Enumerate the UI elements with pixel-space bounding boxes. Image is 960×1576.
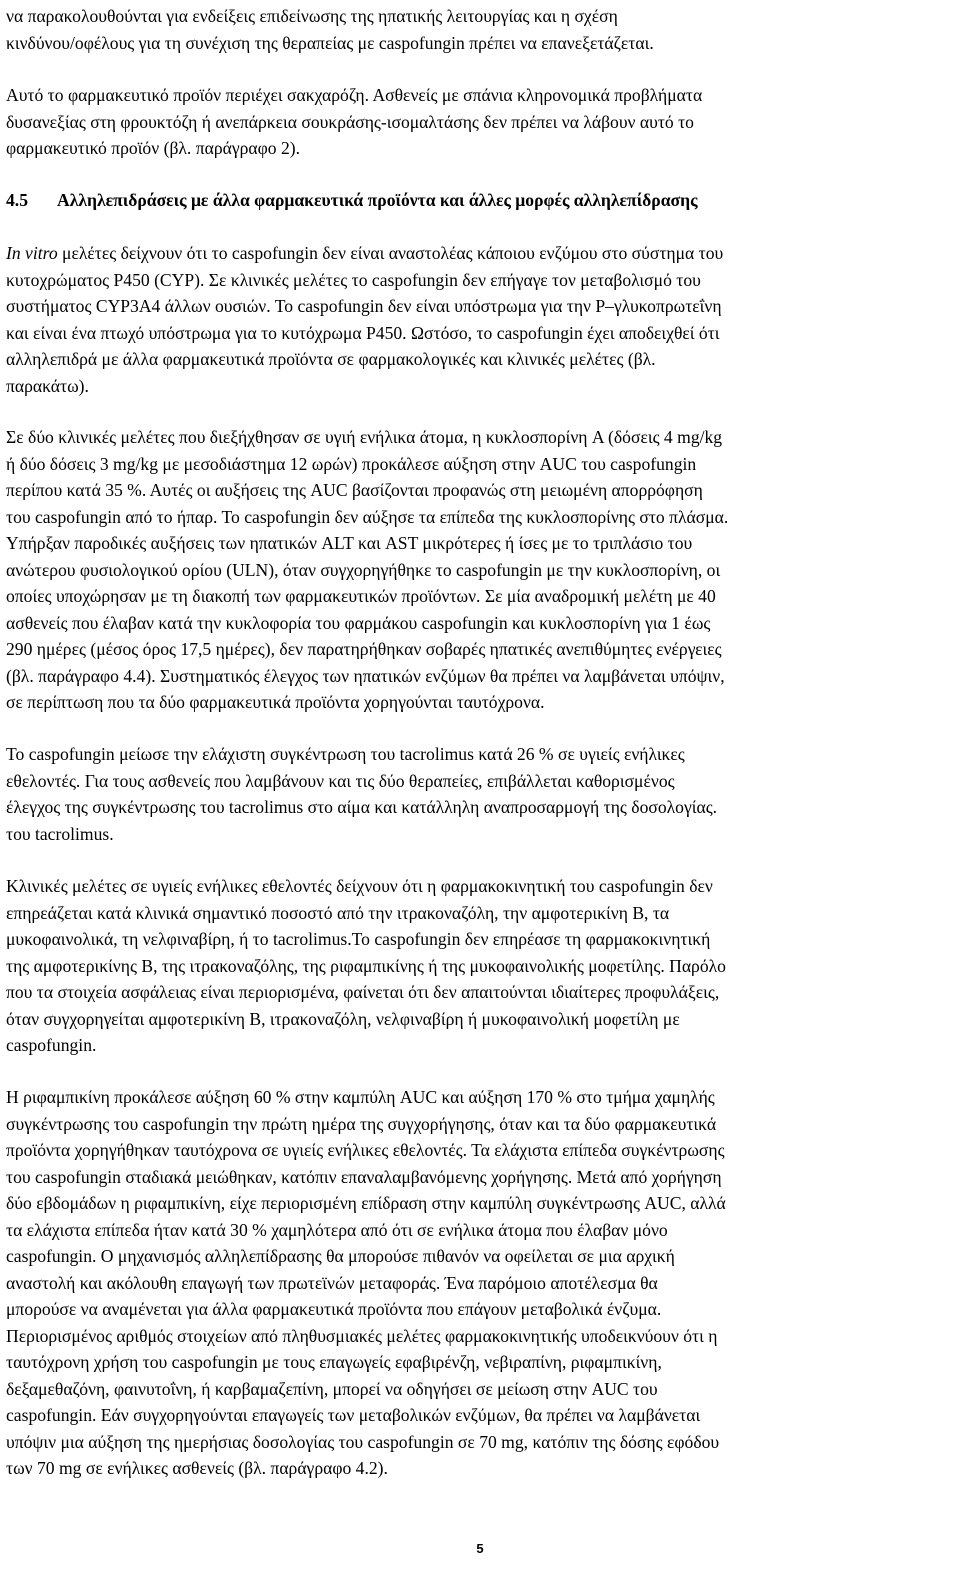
text-line: οποίες υποχώρησαν με τη διακοπή των φαρμακευτικών προϊόντων. Σε μία αναδρομική μελέτη με 40 (6, 586, 716, 606)
text-line: εθελοντές. Για τους ασθενείς που λαμβάνουν και τις δύο θεραπείες, επιβάλλεται καθορισμένος (6, 770, 675, 791)
text-line: σε περίπτωση που τα δύο φαρμακευτικά προϊόντα χορηγούνται ταυτόχρονα. (6, 692, 545, 712)
text-line: μπορούσε να αναμένεται για άλλα φαρμακευτικά προϊόντα που επάγουν μεταβολικά ένζυμα. (6, 1299, 662, 1319)
paragraph-sucrose-warning (6, 82, 702, 162)
text-line: Υπήρξαν παροδικές αυξήσεις των ηπατικών ALT και AST μικρότερες ή ίσες με το τριπλάσιο του (6, 533, 693, 553)
text-line: φαρμακευτικό προϊόν (βλ. παράγραφο 2). (6, 138, 300, 158)
section-number: 4.5 (6, 190, 28, 210)
text-line: του tacrolimus. (6, 823, 114, 844)
text-line: caspofungin. Εάν συγχορηγούνται επαγωγείς των μεταβολικών ενζύμων, θα πρέπει να λαμβάνεται (6, 1405, 701, 1425)
text-line: τα ελάχιστα επίπεδα ήταν κατά 30 % χαμηλότερα από ότι σε ενήλικα άτομα που έλαβαν μόνο (6, 1219, 668, 1240)
text-line: επηρεάζεται κατά κλινικά σημαντικό ποσοστό από την ιτρακοναζόλη, την αμφοτερικίνη B, τα (6, 902, 670, 923)
text-line: υπόψιν μια αύξηση της ημερήσιας δοσολογίας του caspofungin σε 70 mg, κατόπιν της δόσης εφόδου (6, 1431, 720, 1452)
text-line: παρακάτω). (6, 375, 89, 396)
text-line: Το caspofungin μείωσε την ελάχιστη συγκέντρωση του tacrolimus κατά 26 % σε υγιείς ενήλικες (6, 744, 685, 764)
text-line: αναστολή και ακόλουθη επαγωγή των πρωτεϊνών μεταφοράς. Ένα παρόμοιο αποτέλεσμα θα (6, 1272, 658, 1293)
text-line: της αμφοτερικίνης B, της ιτρακοναζόλης, της ριφαμπικίνης ή της μυκοφαινολικής μοφετίλης. Παρόλο (6, 955, 726, 976)
text-line: προϊόντα χορηγήθηκαν ταυτόχρονα σε υγιείς ενήλικες εθελοντές. Τα ελάχιστα επίπεδα συγκέντρωσης (6, 1140, 725, 1160)
text-line: δεξαμεθαζόνη, φαινυτοΐνη, ή καρβαμαζεπίνη, μπορεί να οδηγήσει σε μείωση στην AUC του (6, 1378, 658, 1399)
paragraph-itraconazole (6, 873, 726, 1059)
text-line: Αυτό το φαρμακευτικό προϊόν περιέχει σακχαρόζη. Ασθενείς με σπάνια κληρονομικά προβλήματα (6, 85, 703, 105)
paragraph-cyclosporine (6, 424, 728, 716)
text-line: αλληλεπιδρά με άλλα φαρμακευτικά προϊόντα σε φαρμακολογικές και κλινικές μελέτες (βλ. (6, 349, 656, 369)
paragraph-tacrolimus (6, 741, 717, 847)
text-line: που τα στοιχεία ασφάλειας είναι περιορισμένα, φαίνεται ότι δεν απαιτούνται ιδιαίτερες προφυλάξεις, (6, 982, 720, 1002)
text-line: συστήματος CYP3A4 άλλων ουσιών. Το caspofungin δεν είναι υπόστρωμα για την P–γλυκοπρωτεΐνη (6, 296, 722, 316)
text-line: του caspofungin από το ήπαρ. Το caspofungin δεν αύξησε τα επίπεδα της κυκλοσπορίνης στο πλάσμα. (6, 506, 729, 527)
text-line: 290 ημέρες (μέσος όρος 17,5 ημέρες), δεν παρατηρήθηκαν σοβαρές ηπατικές ανεπιθύμητες ενέργειες (6, 639, 722, 659)
text-line: να παρακολουθούνται για ενδείξεις επιδείνωσης της ηπατικής λειτουργίας και η σχέση (6, 6, 618, 26)
text-line: ταυτόχρονη χρήση του caspofungin με τους επαγωγείς εφαβιρένζη, νεβιραπίνη, ριφαμπικίνη, (6, 1352, 662, 1372)
text-line: κινδύνου/οφέλους για τη συνέχιση της θεραπείας με caspofungin πρέπει να επανεξετάζεται. (6, 32, 654, 53)
text-line: συγκέντρωσης του caspofungin την πρώτη ημέρα της συγχορήγησης, όταν και τα δύο φαρμακευτικά (6, 1113, 717, 1134)
text-line: και είναι ένα πτωχό υπόστρωμα για το κυτόχρωμα P450. Ωστόσο, το caspofungin έχει αποδειχθεί ότι (6, 322, 720, 343)
paragraph-in-vitro (6, 240, 723, 399)
page-number: 5 (476, 1541, 484, 1556)
italic-term: In vitro (6, 243, 58, 263)
text-line: Η ριφαμπικίνη προκάλεσε αύξηση 60 % στην καμπύλη AUC και αύξηση 170 % στο τμήμα χαμηλής (6, 1087, 715, 1107)
section-title: Αλληλεπιδράσεις με άλλα φαρμακευτικά προϊόντα και άλλες μορφές αλληλεπίδρασης (57, 190, 698, 210)
text-line: δύο εβδομάδων η ριφαμπικίνη, είχε περιορισμένη επίδραση στην καμπύλη συγκέντρωσης AUC, αλλά (6, 1193, 726, 1213)
text-line: ασθενείς που έλαβαν κατά την κυκλοφορία του φαρμάκου caspofungin και κυκλοσπορίνη για 1 έως (6, 612, 711, 633)
text-line: των 70 mg σε ενήλικες ασθενείς (βλ. παράγραφο 4.2). (6, 1458, 388, 1478)
text-line: Κλινικές μελέτες σε υγιείς ενήλικες εθελοντές δείχνουν ότι η φαρμακοκινητική του caspofungin δεν (6, 876, 713, 896)
text-line: caspofungin. (6, 1035, 97, 1055)
section-heading (6, 187, 698, 214)
text-line: όταν συγχορηγείται αμφοτερικίνη B, ιτρακοναζόλη, νελφιναβίρη ή μυκοφαινολική μοφετίλη με (6, 1008, 680, 1029)
text-line: δυσανεξίας στη φρουκτόζη ή ανεπάρκεια σουκράσης-ισομαλτάσης δεν πρέπει να λάβουν αυτό το (6, 111, 694, 132)
text-line: κυτοχρώματος P450 (CYP). Σε κλινικές μελέτες το caspofungin δεν επήγαγε τον μεταβολισμό του (6, 269, 701, 290)
text-line: ανώτερου φυσιολογικού ορίου (ULN), όταν συγχορηγήθηκε το caspofungin με την κυκλοσπορίνη, οι (6, 559, 721, 580)
text-fragment: μελέτες δείχνουν ότι το caspofungin δεν είναι αναστολέας κάποιου ενζύμου στο σύστημα του (57, 243, 724, 263)
paragraph-rifampicin (6, 1084, 726, 1482)
text-line: έλεγχος της συγκέντρωσης του tacrolimus στο αίμα και κατάλληλη αναπροσαρμογή της δοσολογίας. (6, 797, 718, 817)
text-line: ή δύο δόσεις 3 mg/kg με μεσοδιάστημα 12 ωρών) προκάλεσε αύξηση στην AUC του caspofungin (6, 453, 697, 474)
text-line: Σε δύο κλινικές μελέτες που διεξήχθησαν σε υγιή ενήλικα άτομα, η κυκλοσπορίνη A (δόσεις 4 mg/kg (6, 427, 723, 447)
text-line: (βλ. παράγραφο 4.4). Συστηματικός έλεγχος των ηπατικών ενζύμων θα πρέπει να λαμβάνεται υπόψιν, (6, 665, 725, 686)
text-line: caspofungin. Ο μηχανισμός αλληλεπίδρασης θα μπορούσε πιθανόν να οφείλεται σε μια αρχική (6, 1246, 675, 1266)
text-line: Περιορισμένος αριθμός στοιχείων από πληθυσμιακές μελέτες φαρμακοκινητικής υποδεικνύουν ότι η (6, 1325, 718, 1346)
paragraph-hepatic-monitoring (6, 3, 654, 56)
text-line: του caspofungin σταδιακά μειώθηκαν, κατόπιν επαναλαμβανόμενης χορήγησης. Μετά από χορήγηση (6, 1166, 722, 1187)
text-line: περίπου κατά 35 %. Αυτές οι αυξήσεις της AUC βασίζονται προφανώς στη μειωμένη απορρόφηση (6, 480, 703, 500)
text-line: μυκοφαινολικά, τη νελφιναβίρη, ή το tacrolimus.Το caspofungin δεν επηρέασε τη φαρμακοκινητική (6, 929, 711, 949)
